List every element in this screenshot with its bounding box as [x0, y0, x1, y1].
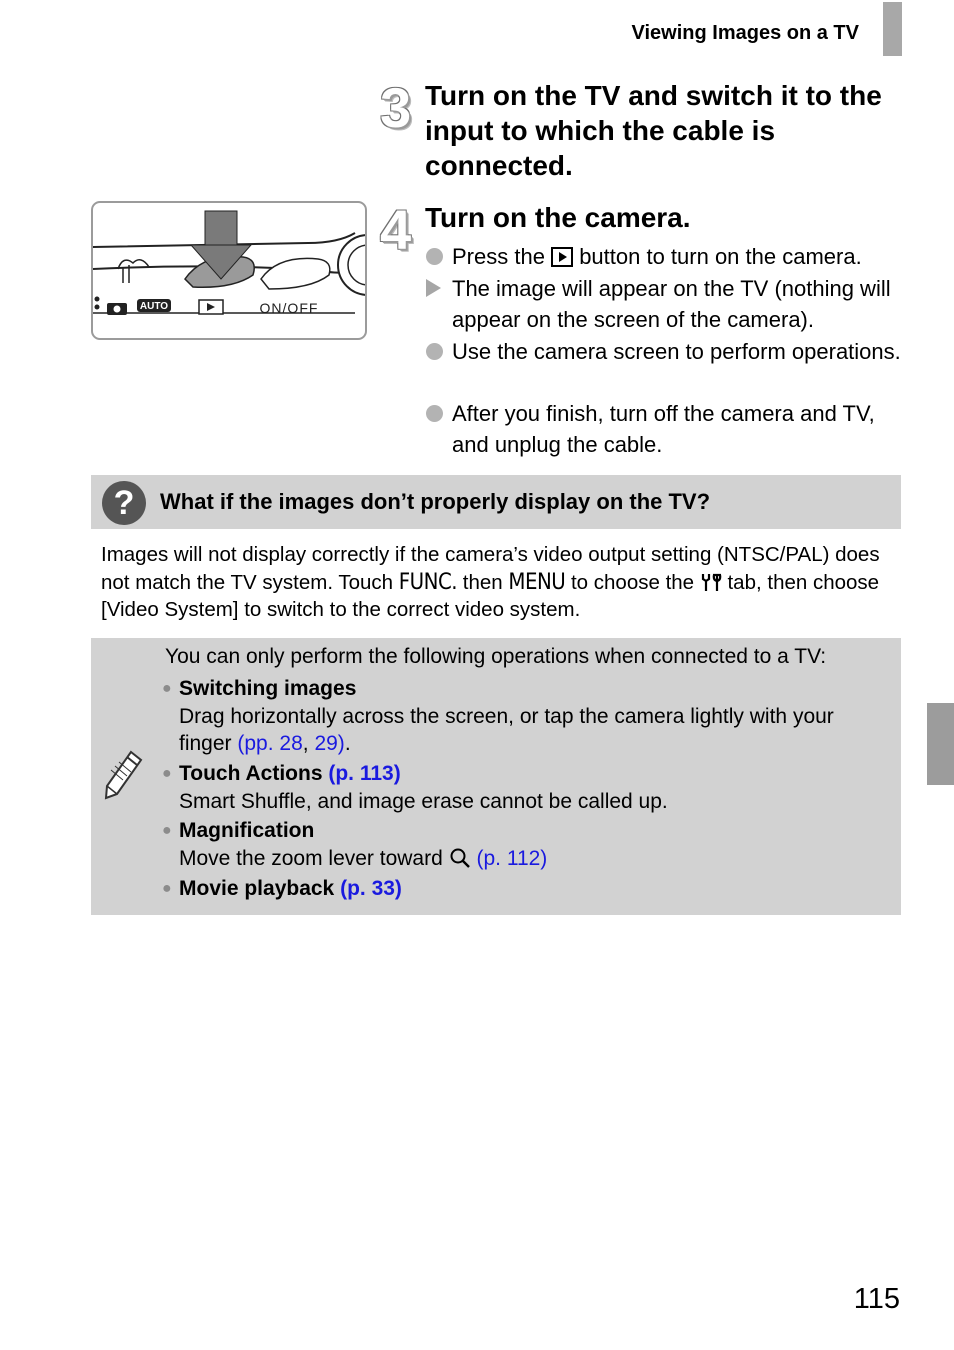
answer-text: then [462, 570, 503, 594]
circle-bullet-icon [426, 398, 450, 430]
step-4-number: 4 [380, 198, 412, 261]
bullet-text: Press the [452, 244, 545, 269]
menu-label: MENU [508, 569, 566, 595]
question-answer [101, 541, 901, 624]
note-item-heading: Magnification [179, 819, 315, 842]
playback-icon [551, 247, 573, 267]
question-title: What if the images don’t properly display on the TV? [160, 489, 711, 514]
tools-tab-icon [700, 572, 722, 592]
step-4-bullet-press-playback [426, 241, 906, 272]
note-intro: You can only perform the following operations when connected to a TV: [165, 645, 827, 668]
answer-text: Images will not display correctly if the camera’s video output setting (NTSC/PAL) does not match the TV system. Touch [101, 543, 880, 594]
answer-text: tab, then choose [Video System] to switch to the correct video system. [101, 570, 880, 621]
chapter-side-tab [927, 703, 954, 785]
camera-top-drawing [93, 203, 365, 338]
note-item-heading: Touch Actions [179, 762, 323, 785]
note-item-body: Smart Shuffle, and image erase cannot be called up. [179, 789, 668, 813]
bullet-text: After you finish, turn off the camera and TV, and unplug the cable. [452, 401, 875, 457]
magnify-icon [449, 847, 471, 869]
bullet-dot-icon: ● [162, 880, 172, 897]
header-thumb-tab [883, 2, 902, 56]
page-ref-link[interactable]: 28 [279, 732, 303, 755]
note-item-heading: Switching images [179, 677, 357, 700]
camera-top-illustration [91, 201, 367, 340]
page-ref-link[interactable]: (p. 112) [476, 846, 548, 870]
page-ref-label: (pp. [237, 732, 274, 755]
running-header: Viewing Images on a TV [631, 22, 859, 44]
question-icon: ? [102, 481, 146, 525]
step-4-bullet-result [426, 273, 906, 335]
pencil-icon [103, 750, 143, 800]
bullet-text: The image will appear on the TV (nothing will appear on the screen of the camera). [452, 276, 891, 332]
bullet-dot-icon: ● [162, 680, 172, 697]
step-4-bullet-finish [426, 398, 906, 460]
func-label: FUNC. [398, 569, 458, 595]
step-3-number: 3 [380, 76, 412, 139]
bullet-dot-icon: ● [162, 822, 172, 839]
page-ref-link[interactable]: (p. 113) [328, 762, 401, 785]
note-body-text: Drag horizontally across the screen, or tap the camera lightly with your finger [179, 704, 834, 755]
page-ref-link[interactable]: 29) [314, 732, 345, 755]
mode-auto-label: AUTO [139, 301, 169, 312]
answer-text: to choose the [570, 570, 695, 594]
circle-bullet-icon [426, 241, 450, 273]
power-button-label: ON/OFF [259, 300, 319, 316]
note-item-magnification [162, 817, 882, 872]
circle-bullet-icon [426, 336, 450, 368]
page-number: 115 [853, 1283, 900, 1315]
note-item-touch-actions [162, 760, 882, 815]
note-item-switching [162, 675, 882, 758]
ref-end: . [344, 732, 351, 755]
note-item-body [179, 703, 882, 758]
note-item-movie-playback [162, 875, 882, 903]
step-4-bullet-use-screen [426, 336, 906, 367]
ref-separator: , [302, 732, 309, 755]
step-4-title: Turn on the camera. [425, 202, 691, 233]
step-3-title: Turn on the TV and switch it to the input to which the cable is connected. [425, 80, 882, 181]
bullet-text: Use the camera screen to perform operations. [452, 339, 901, 364]
page-ref-link[interactable]: (p. 33) [340, 877, 402, 900]
note-item-body [179, 845, 882, 873]
bullet-text: button to turn on the camera. [579, 244, 862, 269]
note-item-heading: Movie playback [179, 877, 335, 900]
note-body-text: Move the zoom lever toward [179, 846, 443, 870]
triangle-bullet-icon [426, 273, 450, 305]
bullet-dot-icon: ● [162, 765, 172, 782]
